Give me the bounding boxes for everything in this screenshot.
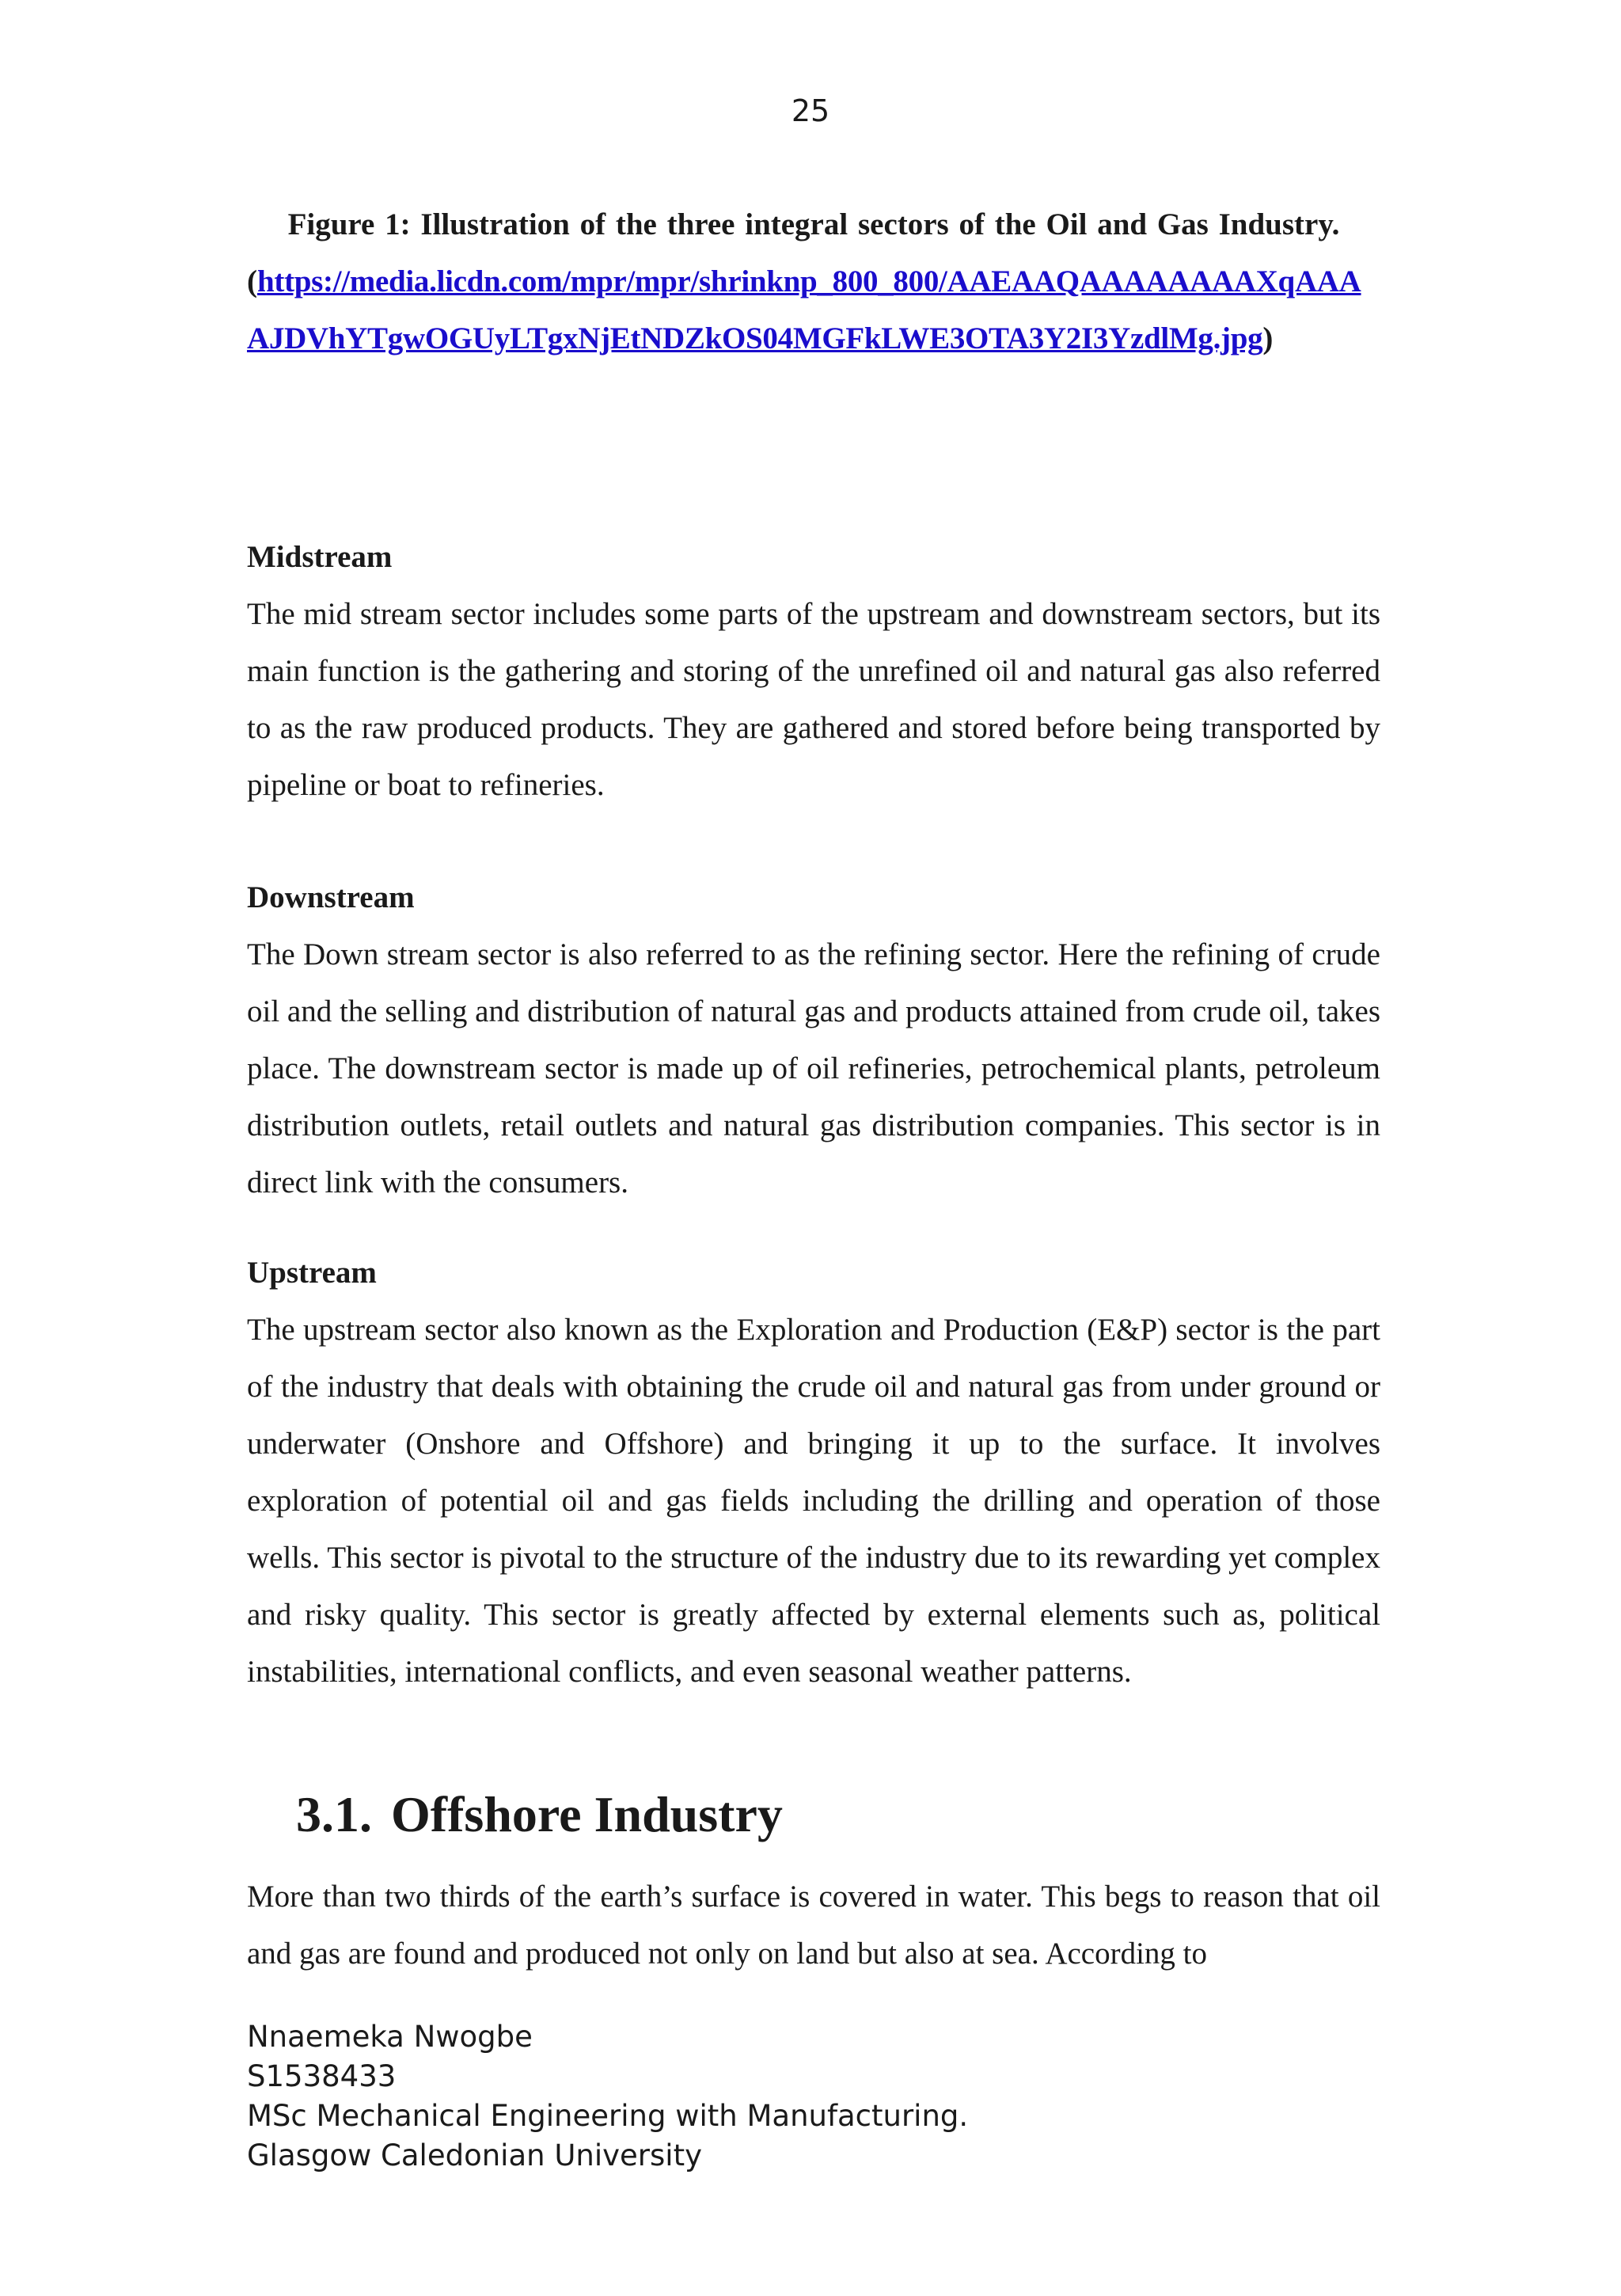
page-number: 25 (791, 93, 830, 128)
section-body: More than two thirds of the earth’s surface is covered in water. This begs to reason that oil and gas are found and produced not only on land but also at sea. According to (247, 1880, 1380, 1971)
section-offshore (247, 1868, 1380, 1982)
section-heading: Downstream (247, 880, 415, 914)
author-name: Nnaemeka Nwogbe (247, 2020, 533, 2054)
caption-open-paren: ( (247, 264, 257, 298)
section-heading: Upstream (247, 1256, 377, 1290)
section-downstream (247, 869, 1380, 1211)
caption-source-link[interactable]: https://media.licdn.com/mpr/mpr/shrinknp_800_800/AAEAAQAAAAAAAAXqAAAAJDVhYTgwOGUyLTgxNjEtNDZkOS04MGFkLWE3OTA3Y2I3YzdlMg.jpg (247, 264, 1361, 355)
caption-close-paren: ) (1262, 321, 1274, 355)
section-heading: Midstream (247, 540, 393, 574)
section-midstream (247, 529, 1380, 814)
page-footer (247, 2017, 968, 2176)
section-upstream (247, 1245, 1380, 1701)
program-name: MSc Mechanical Engineering with Manufacturing. (247, 2099, 969, 2133)
university-name: Glasgow Caledonian University (247, 2138, 702, 2172)
subsection-title: Offshore Industry (391, 1786, 783, 1842)
section-body: The mid stream sector includes some parts of the upstream and downstream sectors, but its main function is the gathering and storing of the unrefined oil and natural gas also referred to as the raw produced products. They are gathered and stored before being transported by pipeline or boat to refineries. (247, 597, 1380, 802)
subsection-number: 3.1. (296, 1786, 372, 1842)
section-body: The Down stream sector is also referred to as the refining sector. Here the refining of crude oil and the selling and distribution of natural gas and products attained from crude oil, takes place. The downstream sector is made up of oil refineries, petrochemical plants, petroleum distribution outlets, retail outlets and natural gas distribution companies. This sector is in direct link with the consumers. (247, 937, 1380, 1199)
subsection-heading (296, 1783, 783, 1846)
caption-title: Figure 1: Illustration of the three integral sectors of the Oil and Gas Industry. (287, 207, 1340, 241)
figure-caption (247, 196, 1380, 367)
student-id: S1538433 (247, 2059, 397, 2093)
section-body: The upstream sector also known as the Exploration and Production (E&P) sector is the part of the industry that deals with obtaining the crude oil and natural gas from under ground or underwater (Onshore and Offshore) and bringing it up to the surface. It involves exploration of potential oil and gas fields including the drilling and operation of those wells. This sector is pivotal to the structure of the industry due to its rewarding yet complex and risky quality. This sector is greatly affected by external elements such as, political instabilities, international conflicts, and even seasonal weather patterns. (247, 1313, 1380, 1689)
